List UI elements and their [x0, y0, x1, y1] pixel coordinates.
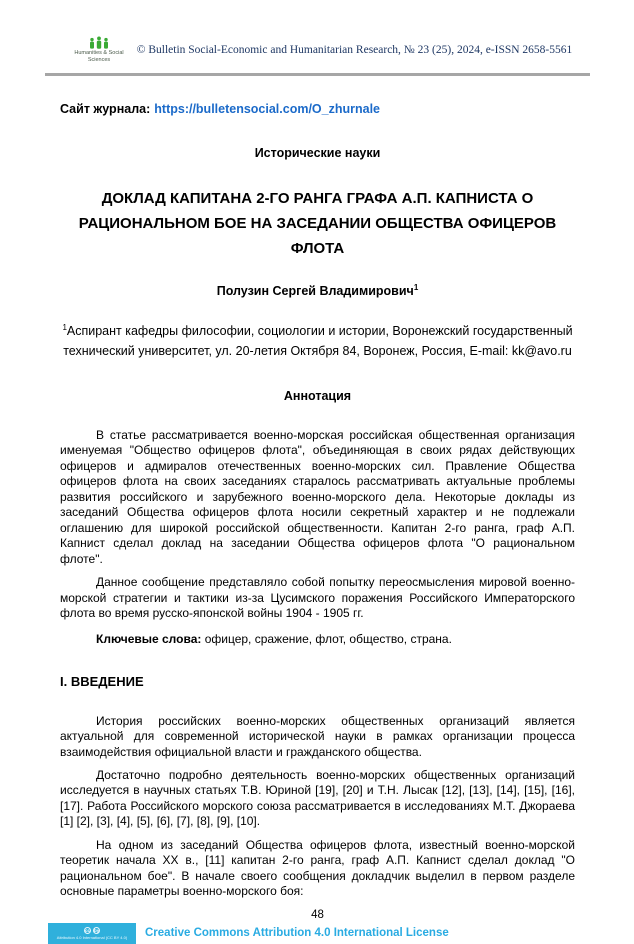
abstract-heading: Аннотация — [283, 388, 352, 403]
site-label: Сайт журнала: — [60, 101, 151, 116]
author-text: Полузин Сергей Владимирович — [216, 284, 414, 299]
science-section-label: Исторические науки — [254, 145, 381, 160]
header-divider — [45, 73, 590, 76]
introduction-paragraph: На одном из заседаний Общества офицеров флота, известный военно-морской теоретик начала XX в., [11] капитан 2-го ранга, граф А.П. Капнист сделал доклад "О рациональном бое". В начале своего сообщения докладчик выделил в первом разделе основные параметры военно-морского боя: — [60, 837, 575, 899]
license-link[interactable]: Creative Commons Attribution 4.0 International License — [145, 927, 449, 940]
affiliation-text: Аспирант кафедры философии, социологии и истории, Воронежский государственный технический университет, ул. 20-летия Октября 84, Воронеж, Россия, E-mail: kk@avo.ru — [63, 324, 573, 358]
author-superscript: 1 — [413, 282, 419, 292]
cc-by-badge-icon[interactable] — [48, 923, 136, 944]
cc-symbol-icon: cc — [85, 927, 91, 933]
site-line — [60, 102, 575, 116]
article-title: ДОКЛАД КАПИТАНА 2-ГО РАНГА ГРАФА А.П. КАПНИСТА О РАЦИОНАЛЬНОМ БОЕ НА ЗАСЕДАНИИ ОБЩЕСТВА ОФИЦЕРОВ ФЛОТА — [78, 189, 557, 257]
by-symbol-icon: by — [94, 927, 100, 933]
author-affiliation — [60, 322, 575, 361]
keywords-line — [60, 632, 575, 646]
journal-citation-line: © Bulletin Social-Economic and Humanitarian Research, № 23 (25), 2024, e-ISSN 2658-5561 — [136, 43, 573, 56]
abstract-paragraph: Данное сообщение представляло собой попытку переосмысления мировой военно-морской стратегии и тактики из-за Цусимского поражения Российского Императорского флота во время русско-японской войны 1904 - 1905 гг. — [60, 575, 575, 621]
introduction-heading: I. ВВЕДЕНИЕ — [60, 673, 144, 689]
cc-badge-caption: Attribution 4.0 International (CC BY 4.0) — [56, 934, 128, 940]
logo-label: Humanities & Social Sciences — [74, 50, 124, 63]
introduction-paragraph: Достаточно подробно деятельность военно-морских общественных организаций исследуется в научных статьях Т.В. Юриной [19], [20] и Т.Н. Лысак [12], [13], [14], [15], [16], [17]. Работа Российского морского союза рассматривается в исследованиях М.Т. Джораева [1] [2], [3], [4], [5], [6], [7], [8], [9], [10]. — [60, 767, 575, 829]
journal-url-link[interactable]: https://bulletensocial.com/O_zhurnale — [154, 101, 380, 116]
introduction-paragraph: История российских военно-морских общественных организаций является актуальной для современной исторической науки в рамках организации процесса взаимодействия официальной власти и гражданского общества. — [60, 713, 575, 759]
license-footer — [48, 923, 575, 944]
journal-header — [60, 36, 575, 64]
journal-logo — [68, 36, 130, 64]
author-name — [60, 283, 575, 298]
keywords-text: офицер, сражение, флот, общество, страна. — [201, 631, 452, 646]
people-group-icon — [68, 36, 130, 49]
page-number: 48 — [311, 908, 324, 921]
abstract-paragraph: В статье рассматривается военно-морская российская общественная организация именуемая "Общество офицеров флота", объединяющая в своих рядах действующих офицеров и адмиралов отечественных военно-морских сил. Правление Общества офицеров флота на своих заседаниях старалось рассматривать актуальные проблемы развития российского и зарубежного военно-морского дела. Некоторые доклады из заседаний Общества офицеров флота носили секретный характер и не подлежали оглашению для широкой российской общественности. Капитан 2-го ранга, граф А.П. Капнист сделал доклад на заседании Общества офицеров флота "О рациональном флоте". — [60, 427, 575, 566]
keywords-label: Ключевые слова: — [96, 631, 202, 646]
cc-icons — [84, 927, 100, 934]
affiliation-superscript: 1 — [62, 323, 67, 333]
